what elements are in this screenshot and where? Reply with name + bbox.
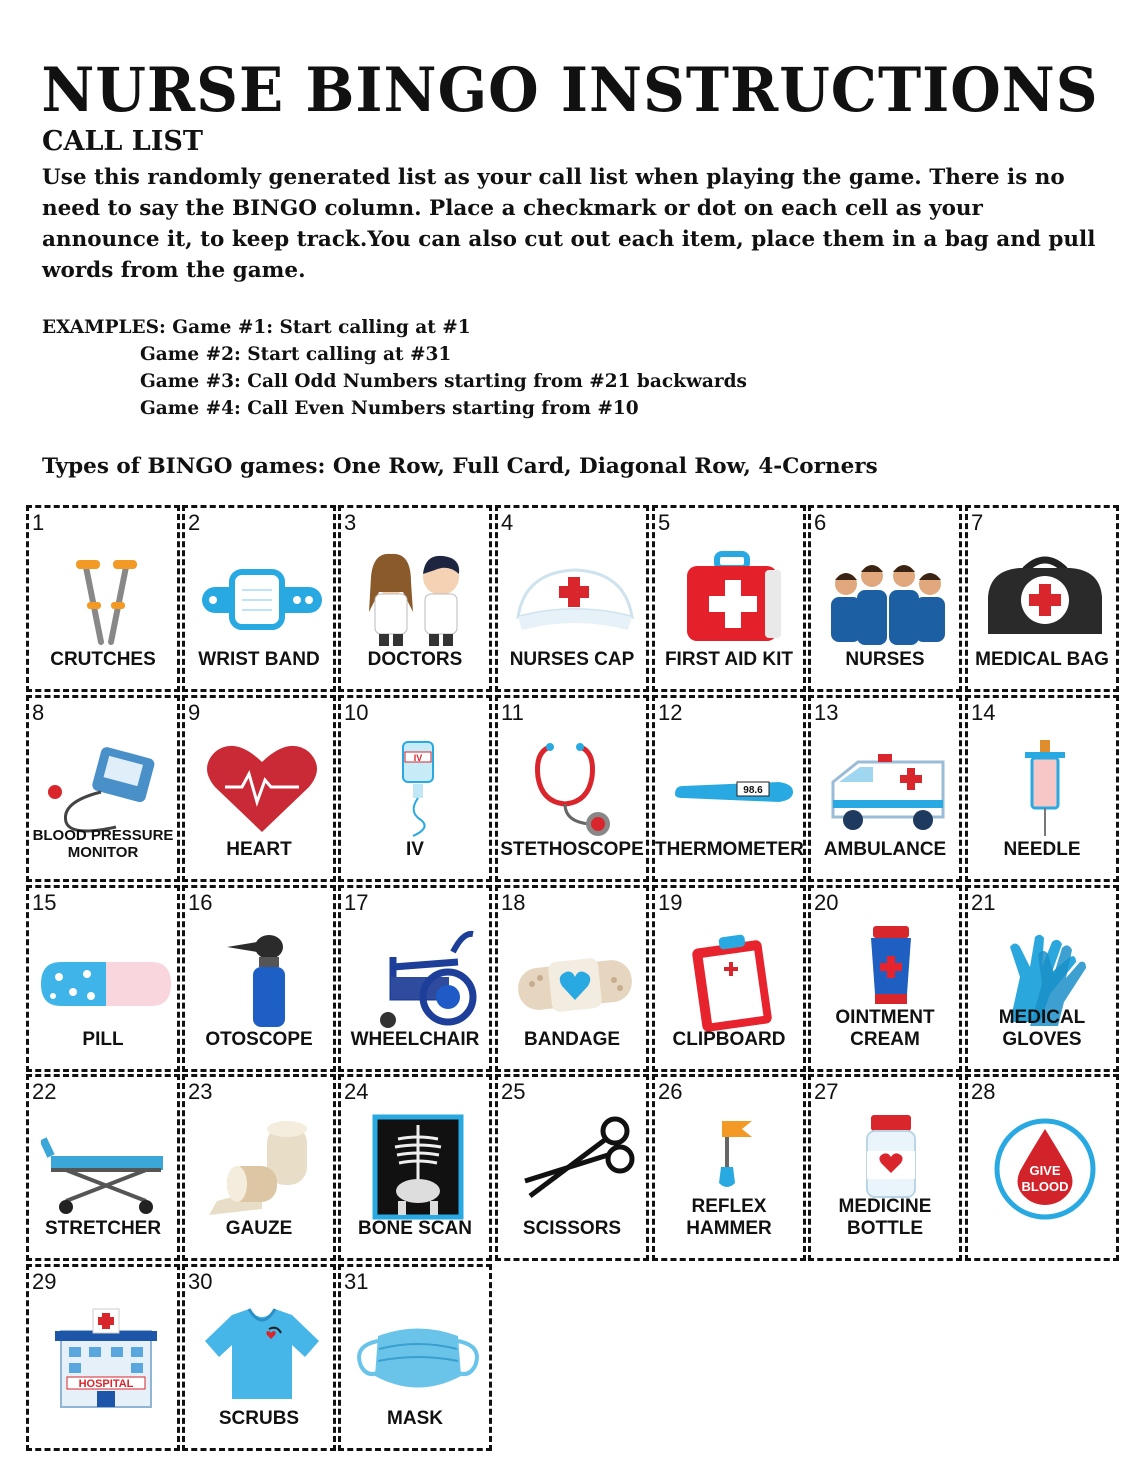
wrist-band-icon [197,542,327,652]
bingo-cell[interactable] [495,885,649,1072]
examples-block [42,314,747,422]
cell-label: SCISSORS [522,1218,622,1239]
cell-label: STETHOSCOPE [500,839,644,860]
stethoscope-icon [510,732,640,842]
cell-label: CLIPBOARD [672,1029,786,1050]
cell-label: NURSES [845,649,925,670]
otoscope-icon [197,922,327,1032]
crutches-icon [41,542,171,652]
svg-text:BLOOD: BLOOD [1021,1179,1069,1194]
cell-label: WRIST BAND [198,649,320,670]
cell-label: FIRST AID KIT [664,649,794,670]
clipboard-icon [667,922,797,1032]
bingo-cell[interactable] [338,505,492,692]
cell-label: BONE SCAN [357,1218,472,1239]
first-aid-kit-icon [667,542,797,652]
example-line: Game #2: Start calling at #31 [140,344,452,365]
svg-text:GIVE: GIVE [1029,1163,1061,1178]
bingo-cell[interactable] [652,695,806,882]
scissors-icon [510,1111,640,1221]
cell-number: 2 [188,510,201,535]
cell-number: 24 [344,1079,369,1104]
bingo-cell[interactable] [495,505,649,692]
svg-text:IV: IV [413,753,423,763]
cell-label: PILL [82,1029,124,1050]
medical-bag-icon [980,542,1110,652]
cell-number: 29 [32,1269,57,1294]
needle-icon [980,732,1110,842]
cell-number: 14 [971,700,996,725]
bingo-cell[interactable] [808,885,962,1072]
cell-label: CRUTCHES [50,649,156,670]
bingo-cell[interactable] [26,695,180,882]
cell-label: SCRUBS [218,1408,300,1429]
cell-label: OINTMENT CREAM [835,1007,935,1050]
bingo-cell[interactable] [182,885,336,1072]
give-blood-icon [980,1111,1110,1221]
bingo-types: Types of BINGO games: One Row, Full Card, Diagonal Row, 4-Corners [42,454,878,479]
cell-number: 1 [32,510,45,535]
cell-label: BLOOD PRESSURE MONITOR [32,827,174,861]
cell-number: 4 [501,510,514,535]
cell-label: MEDICAL GLOVES [998,1007,1086,1050]
cell-label: OTOSCOPE [205,1029,313,1050]
cell-label: REFLEX HAMMER [686,1196,772,1239]
bingo-cell[interactable] [182,1074,336,1261]
bingo-cell[interactable] [338,885,492,1072]
bingo-cell[interactable] [182,695,336,882]
cell-label: HEART [226,839,292,860]
bingo-cell[interactable] [338,695,492,882]
cell-number: 8 [32,700,45,725]
example-line: EXAMPLES: Game #1: Start calling at #1 [42,317,471,338]
bingo-cell[interactable] [338,1264,492,1451]
bingo-cell[interactable] [26,1074,180,1261]
bingo-cell[interactable] [338,1074,492,1261]
scrubs-icon [197,1301,327,1411]
cell-label: WHEELCHAIR [350,1029,480,1050]
bingo-cell[interactable] [652,1074,806,1261]
cell-number: 19 [658,890,683,915]
cell-number: 20 [814,890,839,915]
cell-number: 31 [344,1269,369,1294]
cell-label: THERMOMETER [655,839,804,860]
example-line: Game #3: Call Odd Numbers starting from #21 backwards [140,371,747,392]
doctors-icon [353,542,483,652]
mask-icon [353,1301,483,1411]
bingo-cell[interactable] [495,1074,649,1261]
bingo-cell[interactable] [965,505,1119,692]
svg-text:HOSPITAL: HOSPITAL [78,1378,134,1390]
cell-label: NEEDLE [1003,839,1081,860]
bingo-cell[interactable] [26,1264,180,1451]
page-title: NURSE BINGO INSTRUCTIONS [41,54,1099,126]
cell-number: 9 [188,700,201,725]
cell-number: 17 [344,890,369,915]
bingo-cell[interactable] [808,505,962,692]
cell-number: 5 [658,510,671,535]
thermometer-icon [667,732,797,842]
bingo-cell[interactable] [808,695,962,882]
cell-label: NURSES CAP [509,649,635,670]
ambulance-icon [823,732,953,842]
bandage-icon [510,922,640,1032]
bingo-cell[interactable] [808,1074,962,1261]
bingo-cell[interactable] [965,885,1119,1072]
section-subtitle: CALL LIST [42,126,204,157]
cell-number: 30 [188,1269,213,1294]
cell-number: 27 [814,1079,839,1104]
cell-number: 3 [344,510,357,535]
cell-number: 16 [188,890,213,915]
cell-number: 7 [971,510,984,535]
cell-label: GAUZE [225,1218,293,1239]
cell-label: AMBULANCE [823,839,947,860]
cell-number: 18 [501,890,526,915]
bingo-cell[interactable] [182,1264,336,1451]
cell-number: 15 [32,890,57,915]
cell-label: IV [406,839,424,860]
blood-pressure-monitor-icon [41,732,171,842]
instructions-paragraph: Use this randomly generated list as your call list when playing the game. There is no need to say the BINGO column. Place a checkmark or dot on each cell as your announce it, to keep track.You can also cut out each item, place them in a bag and pull words from the game. [42,165,1096,283]
cell-number: 26 [658,1079,683,1104]
cell-number: 25 [501,1079,526,1104]
stretcher-icon [41,1111,171,1221]
example-line: Game #4: Call Even Numbers starting from #10 [140,398,639,419]
bingo-cell[interactable] [652,885,806,1072]
cell-label: MEDICINE BOTTLE [838,1196,932,1239]
cell-label: BANDAGE [523,1029,621,1050]
bingo-cell[interactable] [652,505,806,692]
cell-number: 12 [658,700,683,725]
cell-number: 28 [971,1079,996,1104]
cell-number: 6 [814,510,827,535]
bingo-cell[interactable] [182,505,336,692]
hospital-icon [41,1301,171,1411]
bingo-cell[interactable] [965,1074,1119,1261]
iv-bag-icon [353,732,483,842]
cell-label: STRETCHER [44,1218,162,1239]
cell-label: MASK [387,1408,443,1429]
gauze-icon [197,1111,327,1221]
cell-number: 23 [188,1079,213,1104]
cell-label: MEDICAL BAG [975,649,1109,670]
bingo-cell[interactable] [26,505,180,692]
bone-scan-icon [353,1111,483,1221]
cell-number: 13 [814,700,839,725]
heart-icon [197,732,327,842]
pill-icon [41,922,171,1032]
bingo-cell[interactable] [495,695,649,882]
svg-text:98.6: 98.6 [743,785,763,796]
cell-number: 10 [344,700,369,725]
bingo-cell[interactable] [26,885,180,1072]
cell-number: 11 [501,700,524,725]
nurses-cap-icon [510,542,640,652]
cell-number: 22 [32,1079,57,1104]
cell-number: 21 [971,890,996,915]
cell-label: DOCTORS [367,649,463,670]
nurses-icon [823,542,953,652]
wheelchair-icon [353,922,483,1032]
bingo-cell[interactable] [965,695,1119,882]
